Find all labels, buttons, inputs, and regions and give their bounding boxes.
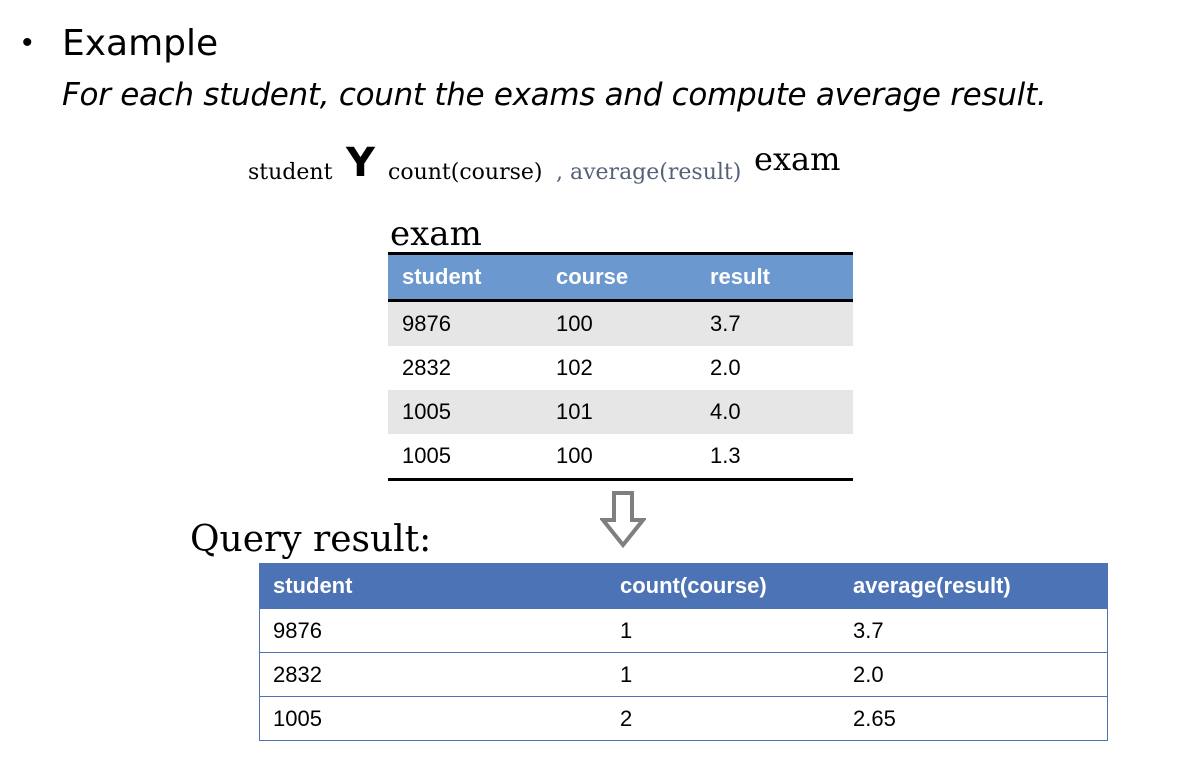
exam-header-result: result xyxy=(696,254,853,301)
query-result-label: Query result: xyxy=(190,519,432,560)
expr-relation: exam xyxy=(754,140,841,178)
cell-course: 100 xyxy=(542,301,696,347)
cell-student: 9876 xyxy=(260,609,608,653)
slide-heading: Example xyxy=(62,23,219,64)
cell-result: 1.3 xyxy=(696,434,853,480)
cell-course: 100 xyxy=(542,434,696,480)
table-row xyxy=(260,609,1108,653)
cell-average: 2.0 xyxy=(840,653,1108,697)
slide-subtitle: For each student, count the exams and compute average result. xyxy=(62,77,1047,113)
cell-student: 1005 xyxy=(260,697,608,741)
table-row xyxy=(260,653,1108,697)
cell-student: 2832 xyxy=(402,355,451,380)
cell-average: 2.65 xyxy=(840,697,1108,741)
cell-course: 102 xyxy=(556,355,593,380)
expr-count-aggregate: count(course) xyxy=(388,160,543,185)
exam-header-student: student xyxy=(388,254,542,301)
cell-course: 101 xyxy=(542,390,696,434)
exam-table-header-row xyxy=(388,254,853,301)
result-table-header-row xyxy=(260,564,1108,609)
exam-table xyxy=(388,252,853,481)
bullet-dot: • xyxy=(22,26,33,59)
exam-table-label: exam xyxy=(390,214,482,254)
result-header-count: count(course) xyxy=(607,564,840,609)
table-row xyxy=(388,390,853,434)
cell-count: 1 xyxy=(607,653,840,697)
expr-gamma-operator: Y xyxy=(346,140,375,186)
cell-average: 3.7 xyxy=(840,609,1108,653)
table-row xyxy=(388,301,853,347)
expr-average-aggregate: , average(result) xyxy=(556,160,742,185)
query-result-table xyxy=(259,563,1108,741)
table-row xyxy=(388,434,853,480)
cell-count: 1 xyxy=(607,609,840,653)
down-arrow-icon xyxy=(600,490,646,548)
cell-result: 2.0 xyxy=(710,355,741,380)
cell-student: 1005 xyxy=(388,434,542,480)
table-row xyxy=(388,346,853,390)
exam-header-course: course xyxy=(542,254,696,301)
cell-result: 4.0 xyxy=(696,390,853,434)
expr-group-attribute: student xyxy=(248,160,333,185)
cell-student: 1005 xyxy=(388,390,542,434)
result-header-student: student xyxy=(260,564,608,609)
cell-student: 2832 xyxy=(260,653,608,697)
table-row xyxy=(260,697,1108,741)
cell-result: 3.7 xyxy=(696,301,853,347)
cell-student: 9876 xyxy=(388,301,542,347)
result-header-average: average(result) xyxy=(840,564,1108,609)
cell-count: 2 xyxy=(607,697,840,741)
